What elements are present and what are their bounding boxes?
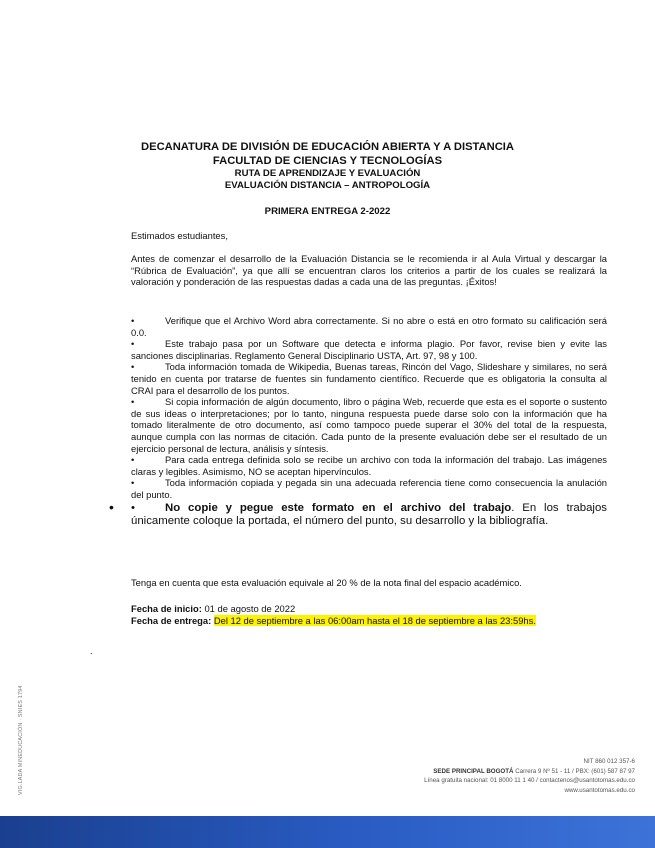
list-item — [131, 396, 607, 454]
footer-web: www.usantotomas.edu.co — [564, 786, 635, 794]
list-item — [131, 315, 607, 338]
bullet-icon: • — [131, 501, 135, 514]
bullet-icon: • — [109, 498, 114, 515]
warning-text: . En los trabajos únicamente coloque la portada, el número del punto, su desarrollo y la bibliografía. — [131, 501, 607, 528]
greeting: Estimados estudiantes, — [131, 230, 228, 241]
list-item-text: Toda información tomada de Wikipedia, Buenas tareas, Rincón del Vago, Slideshare y similares, no será tenido en cuenta por tratarse de fuentes sin fundamento científico. Recuerde que es obligatoria la consulta al CRAI para el desarrollo de los puntos. — [131, 361, 607, 396]
due-date-value: Del 12 de septiembre a las 06:00am hasta el 18 de septiembre a las 23:59hs. — [213, 614, 536, 626]
bullet-icon: • — [131, 338, 135, 350]
instructions-list — [109, 315, 607, 529]
header-line-1: DECANATURA DE DIVISIÓN DE EDUCACIÓN ABIERTA Y A DISTANCIA — [141, 141, 514, 153]
warning-bold-text: No copie y pegue este formato en el archivo del trabajo — [165, 501, 512, 514]
dates-block — [131, 603, 607, 626]
intro-paragraph: Antes de comenzar el desarrollo de la Evaluación Distancia se le recomienda ir al Aula Virtual y descargar la “Rúbrica de Evaluación”, ya que allí se encuentran claros los criterios a partir de los cuales se realizará la valoración y ponderación de las respuestas dadas a cada una de las preguntas. ¡Éxitos! — [131, 253, 607, 288]
bullet-icon: • — [131, 454, 135, 466]
bullet-icon: • — [131, 315, 135, 326]
footer-linea: Línea gratuita nacional: 01 8000 11 1 40 / contactenos@usantotomas.edu.co — [424, 777, 635, 785]
accreditation-side-text: VIG.LADA MINEDUCACIÓN · SNIES 1794 — [18, 685, 24, 795]
list-item — [131, 361, 607, 396]
document-subtitle: PRIMERA ENTREGA 2-2022 — [264, 206, 391, 217]
document-header — [0, 140, 655, 192]
bullet-icon: • — [131, 477, 135, 489]
list-item — [131, 477, 607, 500]
footer-nit: NIT 860 012 357-6 — [583, 758, 635, 765]
list-item-text: Este trabajo pasa por un Software que detecta e informa plagio. Por favor, revise bien y evite las sanciones disciplinarias. Reglamento General Disciplinario USTA, Art. 97, 98 y 100. — [131, 338, 607, 361]
footer-sede-label: SEDE PRINCIPAL BOGOTÁ — [433, 767, 514, 775]
list-item-text: Para cada entrega definida solo se recibe un archivo con toda la información del trabajo. Las imágenes claras y legibles. Asimismo, NO se aceptan hipervínculos. — [131, 454, 607, 477]
list-item — [131, 454, 607, 477]
header-line-3: RUTA DE APRENDIZAJE Y EVALUACIÓN — [234, 168, 421, 179]
list-item-text: Verifique que el Archivo Word abra correctamente. Si no abre o está en otro formato su calificación será 0.0. — [131, 315, 607, 338]
list-item — [131, 338, 607, 361]
start-date-row — [131, 603, 607, 615]
list-item-text: Si copia información de algún documento, libro o página Web, recuerde que esta es el soporte o sustento de sus ideas o interpretaciones; por lo tanto, ninguna respuesta puede darse solo con la información que ha tomado literalmente de otro documento, así como tampoco puede superar el 30% del total de la respuesta, aunque cumpla con las normas de citación. Cada punto de la presente evaluación debe ser el resultado de un ejercicio personal de lectura, análisis y síntesis. — [131, 396, 607, 454]
footer-contact — [424, 757, 635, 795]
footer-sede — [424, 767, 635, 777]
header-line-4: EVALUACIÓN DISTANCIA – ANTROPOLOGÍA — [224, 180, 431, 191]
header-line-2: FACULTAD DE CIENCIAS Y TECNOLOGÍAS — [212, 155, 443, 167]
bullet-icon: • — [131, 361, 135, 373]
grade-note: Tenga en cuenta que esta evaluación equivale al 20 % de la nota final del espacio académico. — [131, 577, 522, 588]
due-date-row — [131, 615, 607, 627]
footer-color-bar — [0, 816, 655, 848]
due-date-label: Fecha de entrega: — [131, 614, 212, 626]
bullet-icon: • — [131, 396, 135, 408]
footer-sede-value: Carrera 9 Nº 51 - 11 / PBX: (601) 587 87 97 — [515, 767, 635, 775]
stray-dot: . — [90, 646, 93, 656]
start-date-label: Fecha de inicio: — [131, 603, 202, 614]
list-item-text: Toda información copiada y pegada sin una adecuada referencia tiene como consecuencia la anulación del punto. — [131, 477, 607, 500]
start-date-value: 01 de agosto de 2022 — [204, 603, 296, 614]
list-item-warning — [109, 498, 607, 529]
